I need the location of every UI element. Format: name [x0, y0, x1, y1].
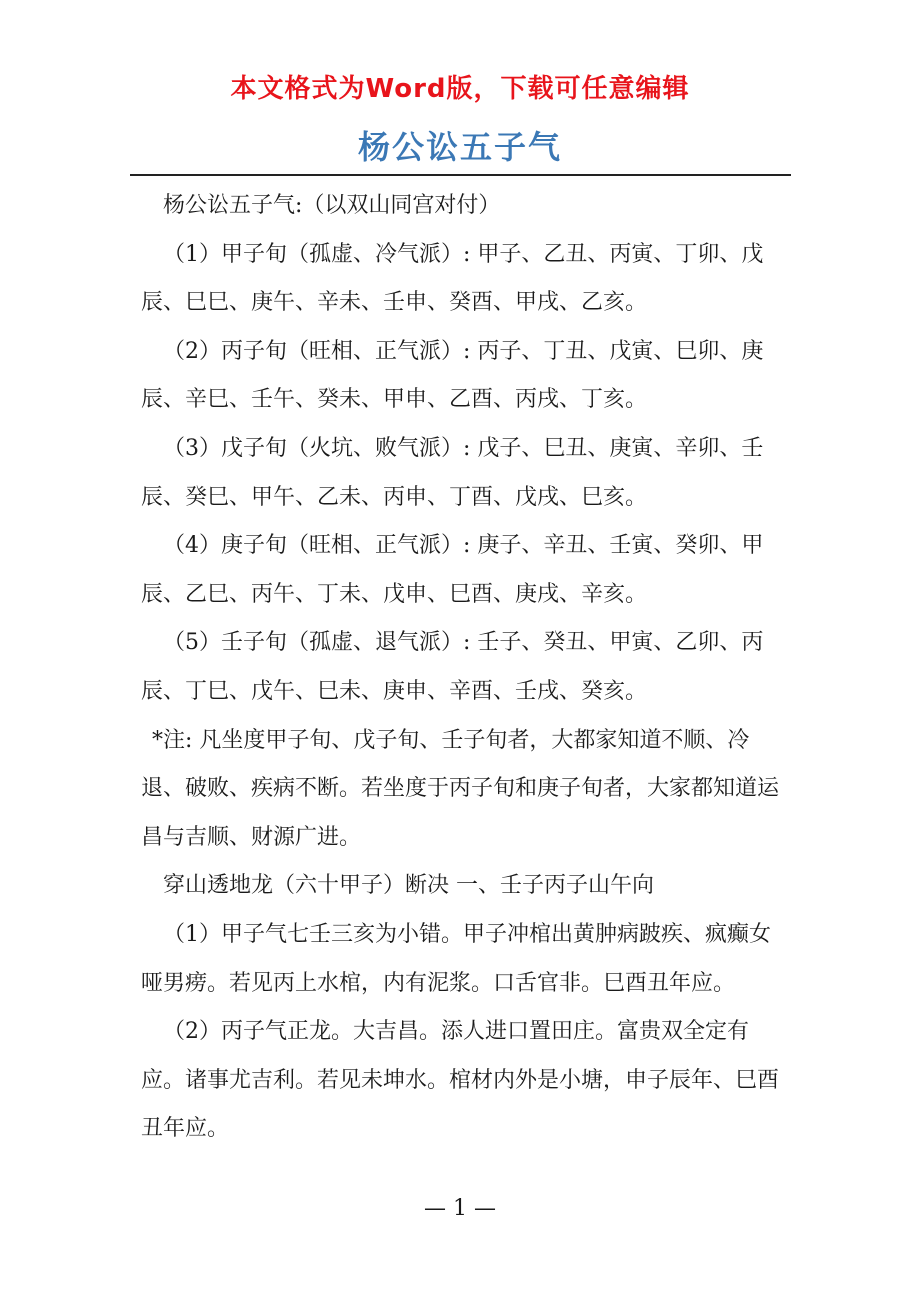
- section-heading: 穿山透地龙（六十甲子）断决 一、壬子丙子山午向: [163, 873, 654, 899]
- intro-paragraph: 杨公讼五子气:（以双山同宫对付）: [163, 193, 501, 218]
- download-banner: 本文格式为Word版，下载可任意编辑: [230, 74, 690, 104]
- section-item-2: （2）丙子气正龙。大吉昌。添人进口置田庄。富贵双全定有应。诸事尤吉利。若见未坤水。棺材内外是小塘，申子辰年、巳酉丑年应。: [141, 1019, 780, 1142]
- list-item-renzi: （5）壬子旬（孤虚、退气派）: 壬子、癸丑、甲寅、乙卯、丙辰、丁巳、戊午、巳未、庚申、辛酉、壬戌、癸亥。: [141, 630, 764, 704]
- document-body: [141, 182, 781, 1154]
- list-item-bingzi: （2）丙子旬（旺相、正气派）: 丙子、丁丑、戊寅、巳卯、庚辰、辛巳、壬午、癸未、甲申、乙酉、丙戌、丁亥。: [141, 338, 764, 413]
- list-item-jiazi: （1）甲子旬（孤虚、冷气派）: 甲子、乙丑、丙寅、丁卯、戊辰、巳巳、庚午、辛未、壬申、癸酉、甲戌、乙亥。: [141, 241, 764, 316]
- note-paragraph: *注: 凡坐度甲子旬、戊子旬、壬子旬者，大都家知道不顺、冷退、破败、疾病不断。若坐度于丙子旬和庚子旬者，大家都知道运昌与吉顺、财源广进。: [141, 727, 780, 850]
- list-item-wuzi: （3）戊子旬（火坑、败气派）: 戊子、巳丑、庚寅、辛卯、壬辰、癸巳、甲午、乙未、丙申、丁酉、戊戌、巳亥。: [141, 435, 764, 510]
- section-item-1: （1）甲子气七壬三亥为小错。甲子冲棺出黄肿病跛疾、疯癫女哑男痨。若见丙上水棺，内有泥浆。口舌官非。巳酉丑年应。: [141, 921, 771, 996]
- list-item-gengzi: （4）庚子旬（旺相、正气派）: 庚子、辛丑、壬寅、癸卯、甲辰、乙巳、丙午、丁未、戊申、巳酉、庚戌、辛亥。: [141, 533, 764, 607]
- header-divider: [130, 174, 791, 176]
- page-number: — 1 —: [424, 1196, 496, 1221]
- document-title: 杨公讼五子气: [357, 128, 562, 166]
